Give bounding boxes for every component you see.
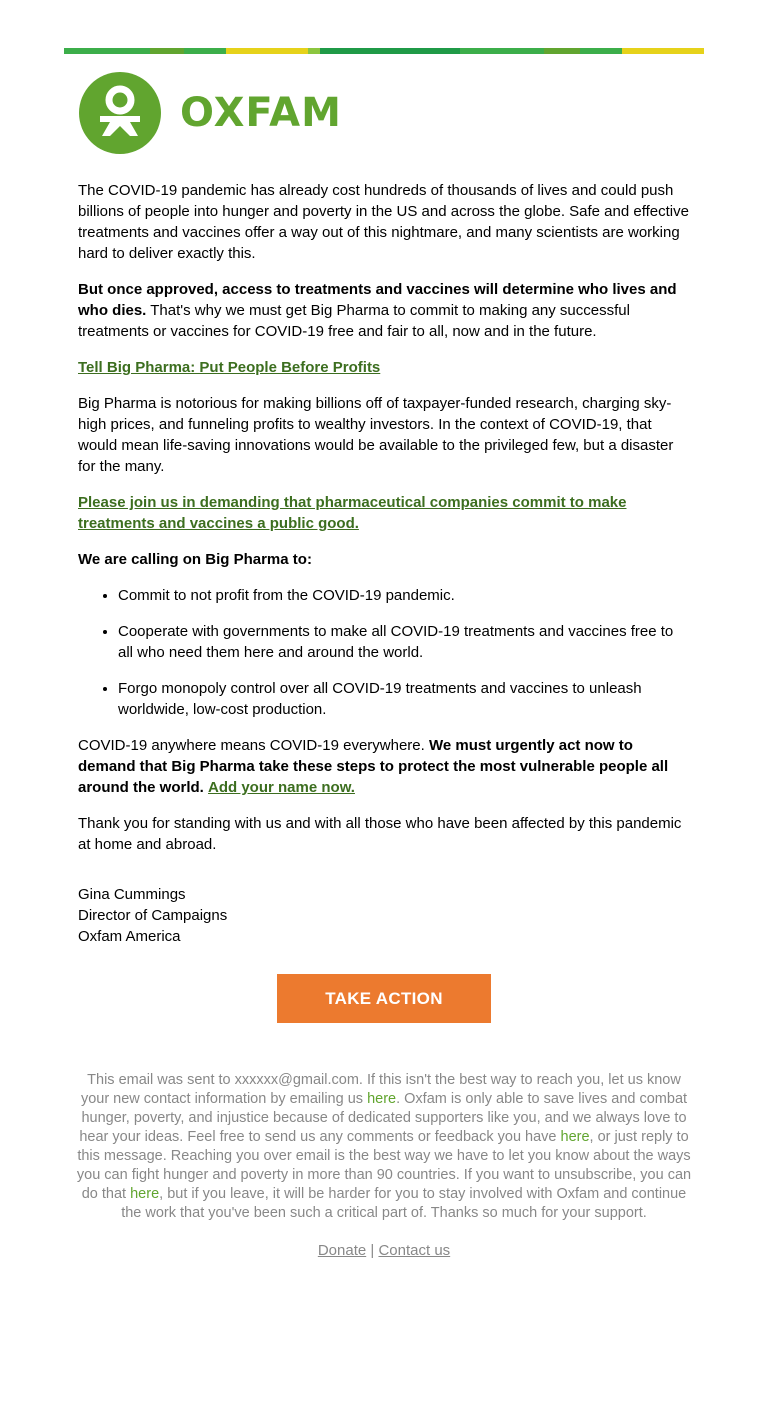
tell-big-pharma-link[interactable]: Tell Big Pharma: Put People Before Profits [78, 359, 381, 376]
urgent-emphasis: We must urgently act now to demand that Big Pharma take these steps to protect the most vulnerable people all around the world. [78, 737, 669, 796]
footer-links [78, 1242, 690, 1259]
footer-text: , or just reply to this message. Reaching you over email is the best way we have to let you know about the ways you can fight hunger and poverty in more than 90 countries. If you want to unsubscribe, you can do that [76, 1129, 692, 1202]
footer-text: This email was sent to xxxxxx@gmail.com. If this isn't the best way to reach you, let us know your new contact information by emailing us [80, 1072, 681, 1107]
access-emphasis: But once approved, access to treatments and vaccines will determine who lives and who dies. [78, 281, 677, 319]
unsubscribe-here-link[interactable]: here [130, 1186, 160, 1202]
intro-paragraph: The COVID-19 pandemic has already cost hundreds of thousands of lives and could push billions of people into hunger and poverty in the US and across the globe. Safe and effective treatments and vaccines offer a way out of this nightmare, and many scientists are working hard to deliver exactly this. [78, 182, 689, 262]
calling-heading [78, 549, 690, 570]
signature-org: Oxfam America [78, 928, 181, 945]
contact-us-link[interactable]: Contact us [378, 1242, 451, 1259]
take-action-button[interactable]: TAKE ACTION [277, 974, 491, 1023]
signature [78, 884, 690, 947]
signature-name: Gina Cummings [78, 886, 186, 903]
oxfam-emblem-icon [78, 70, 162, 156]
list-item: • Forgo monopoly control over all COVID-19 treatments and vaccines to unleash worldwide, low-cost production. [118, 678, 690, 720]
urgent-start: COVID-19 anywhere means COVID-19 everywhere. [78, 737, 429, 754]
email-body [78, 180, 690, 855]
cta-row [78, 974, 690, 1023]
thanks-paragraph: Thank you for standing with us and with all those who have been affected by this pandemic at home and abroad. [78, 815, 682, 853]
cta-link-paragraph [78, 357, 690, 378]
feedback-here-link[interactable]: here [560, 1129, 590, 1145]
donate-link[interactable]: Donate [317, 1242, 367, 1259]
list-item: • Cooperate with governments to make all COVID-19 treatments and vaccines free to all who need them here and around the world. [118, 621, 690, 663]
calling-text: We are calling on Big Pharma to: [78, 551, 312, 568]
access-paragraph [78, 279, 690, 342]
footer-text: , but if you leave, it will be harder for you to stay involved with Oxfam and continue the work that you've been such a critical part of. Thanks so much for your support. [121, 1186, 687, 1221]
join-link-paragraph [78, 492, 690, 534]
add-name-link[interactable]: Add your name now. [208, 779, 355, 796]
footer-notice [74, 1071, 694, 1223]
access-rest: That's why we must get Big Pharma to commit to making any successful treatments or vaccines for COVID-19 free and fair to all, now and in the future. [78, 302, 630, 340]
signature-title: Director of Campaigns [78, 907, 228, 924]
logo-wordmark: OXFAM [180, 90, 342, 136]
footer-separator: | [370, 1242, 375, 1259]
join-demand-link[interactable]: Please join us in demanding that pharmaceutical companies commit to make treatments and vaccines a public good. [78, 494, 627, 532]
urgent-paragraph [78, 735, 690, 798]
email-content [78, 54, 690, 1259]
oxfam-logo[interactable] [78, 70, 690, 156]
contact-here-link[interactable]: here [367, 1091, 397, 1107]
footer-text: . Oxfam is only able to save lives and combat hunger, poverty, and injustice because of dedicated supporters like you, and we always love to hear your ideas. Feel free to send us any comments or feedback you have [79, 1091, 688, 1145]
list-item: • Commit to not profit from the COVID-19 pandemic. [118, 585, 690, 606]
demands-list [78, 585, 690, 720]
big-pharma-paragraph: Big Pharma is notorious for making billions off of taxpayer-funded research, charging sky-high prices, and funneling profits to wealthy investors. In the context of COVID-19, that would mean life-saving innovations would be available to the privileged few, but a disaster for the many. [78, 395, 674, 475]
